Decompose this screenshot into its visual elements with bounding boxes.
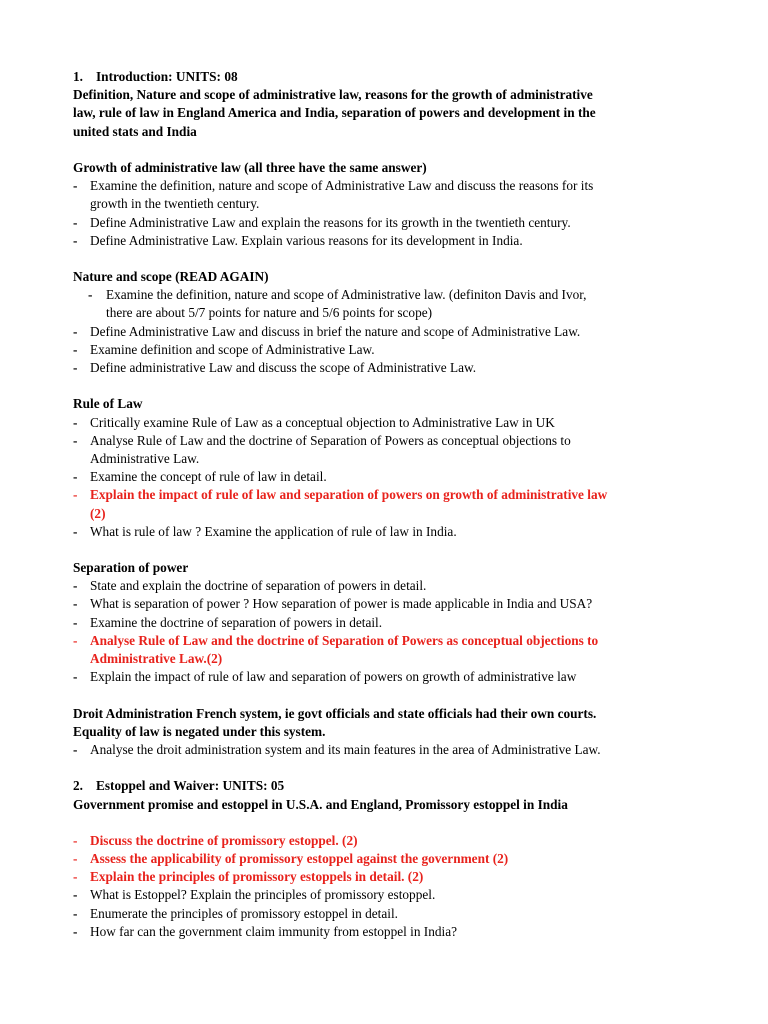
list-item-text: Administrative Law. bbox=[90, 450, 200, 466]
bullet-dash: - bbox=[73, 432, 78, 448]
list-item bbox=[0, 323, 768, 341]
paragraph-text: Equality of law is negated under this system. bbox=[73, 723, 326, 739]
list-item-text: Enumerate the principles of promissory estoppel in detail. bbox=[90, 905, 398, 921]
section-number: 2. bbox=[73, 778, 83, 794]
bullet-dash: - bbox=[73, 632, 78, 648]
list-item-text: Assess the applicability of promissory estoppel against the government (2) bbox=[90, 851, 509, 867]
bullet-dash: - bbox=[73, 869, 78, 885]
list-item-text: Examine the concept of rule of law in detail. bbox=[90, 469, 327, 485]
subheading-rule-of-law bbox=[0, 395, 768, 413]
list-item-text: Examine the definition, nature and scope of Administrative Law and discuss the reasons for its bbox=[90, 178, 594, 194]
bullet-dash: - bbox=[73, 905, 78, 921]
bullet-dash: - bbox=[73, 596, 78, 612]
list-item bbox=[0, 614, 768, 632]
list-item-text: Explain the principles of promissory estoppels in detail. (2) bbox=[90, 869, 424, 885]
bullet-dash: - bbox=[73, 469, 78, 485]
list-item-indented bbox=[0, 286, 768, 304]
bullet-dash: - bbox=[73, 360, 78, 375]
bullet-dash: - bbox=[73, 323, 78, 339]
bullet-dash: - bbox=[73, 523, 78, 539]
bullet-dash: - bbox=[73, 832, 78, 848]
list-item bbox=[0, 232, 768, 250]
section-1-heading bbox=[0, 68, 768, 86]
intro-text: law, rule of law in England America and India, separation of powers and development in the bbox=[73, 105, 596, 121]
list-item-continuation bbox=[0, 195, 768, 213]
list-item-text: Examine the doctrine of separation of powers in detail. bbox=[90, 614, 383, 630]
bullet-dash: - bbox=[73, 923, 78, 939]
list-item-text: Examine the definition, nature and scope of Administrative law. (definiton Davis and Ivor, bbox=[106, 287, 587, 303]
document-page bbox=[0, 68, 768, 941]
paragraph-text: Droit Administration French system, ie govt officials and state officials had their own courts. bbox=[73, 705, 597, 721]
list-item bbox=[0, 359, 768, 377]
list-item-text: Administrative Law.(2) bbox=[90, 651, 223, 666]
list-item bbox=[0, 886, 768, 904]
list-item bbox=[0, 905, 768, 923]
subheading-text: Nature and scope (READ AGAIN) bbox=[73, 269, 269, 285]
section-2-heading bbox=[0, 777, 768, 795]
subheading-separation bbox=[0, 559, 768, 577]
list-item-text: Critically examine Rule of Law as a conceptual objection to Administrative Law in UK bbox=[90, 414, 555, 430]
subheading-text: Rule of Law bbox=[73, 396, 143, 412]
list-item-highlight bbox=[0, 850, 768, 868]
list-item-text: Analyse Rule of Law and the doctrine of Separation of Powers as conceptual objections to bbox=[90, 632, 599, 648]
section-1-intro-line bbox=[0, 86, 768, 104]
list-item-continuation bbox=[0, 304, 768, 322]
bullet-dash: - bbox=[73, 669, 78, 685]
list-item-text: Define administrative Law and discuss the scope of Administrative Law. bbox=[90, 360, 477, 375]
list-item-text: State and explain the doctrine of separation of powers in detail. bbox=[90, 578, 427, 594]
list-item bbox=[0, 177, 768, 195]
bullet-dash: - bbox=[73, 887, 78, 903]
list-item-text: Analyse Rule of Law and the doctrine of Separation of Powers as conceptual objections to bbox=[90, 432, 571, 448]
droit-paragraph-line bbox=[0, 705, 768, 723]
bullet-dash: - bbox=[73, 232, 78, 248]
list-item-continuation bbox=[0, 450, 768, 468]
list-item bbox=[0, 523, 768, 541]
list-item bbox=[0, 577, 768, 595]
subheading-growth bbox=[0, 159, 768, 177]
section-number: 1. bbox=[73, 69, 83, 84]
list-item-text: Analyse the droit administration system and its main features in the area of Administrative Law. bbox=[90, 741, 601, 757]
bullet-dash: - bbox=[73, 741, 78, 757]
bullet-dash: - bbox=[73, 614, 78, 630]
list-item bbox=[0, 432, 768, 450]
section-1-intro-line bbox=[0, 104, 768, 122]
droit-paragraph-line bbox=[0, 723, 768, 741]
list-item bbox=[0, 668, 768, 686]
bullet-dash: - bbox=[73, 578, 78, 594]
bullet-dash: - bbox=[73, 178, 78, 194]
list-item-continuation bbox=[0, 505, 768, 523]
list-item-text: there are about 5/7 points for nature and 5/6 points for scope) bbox=[106, 305, 433, 321]
bullet-dash: - bbox=[73, 851, 78, 867]
list-item-text: Discuss the doctrine of promissory estoppel. (2) bbox=[90, 832, 358, 848]
list-item-highlight bbox=[0, 486, 768, 504]
list-item-text: What is rule of law ? Examine the application of rule of law in India. bbox=[90, 523, 457, 539]
list-item-text: Explain the impact of rule of law and separation of powers on growth of administrative law bbox=[90, 669, 577, 685]
list-item-text: What is Estoppel? Explain the principles of promissory estoppel. bbox=[90, 887, 436, 903]
list-item-highlight bbox=[0, 868, 768, 886]
list-item bbox=[0, 923, 768, 941]
section-title: Estoppel and Waiver: UNITS: 05 bbox=[96, 778, 285, 794]
section-2-intro-line bbox=[0, 796, 768, 814]
section-title: Introduction: UNITS: 08 bbox=[96, 69, 238, 84]
bullet-dash: - bbox=[73, 341, 78, 357]
subheading-text: Separation of power bbox=[73, 560, 189, 576]
list-item bbox=[0, 214, 768, 232]
list-item-text: Explain the impact of rule of law and separation of powers on growth of administrative law bbox=[90, 487, 608, 503]
bullet-dash: - bbox=[88, 287, 93, 303]
list-item-text: How far can the government claim immunity from estoppel in India? bbox=[90, 923, 458, 939]
list-item-text: Define Administrative Law. Explain various reasons for its development in India. bbox=[90, 232, 523, 248]
intro-text: united stats and India bbox=[73, 123, 197, 139]
list-item-text: Examine definition and scope of Administrative Law. bbox=[90, 341, 375, 357]
list-item-highlight bbox=[0, 632, 768, 650]
intro-text: Government promise and estoppel in U.S.A. and England, Promissory estoppel in India bbox=[73, 796, 568, 812]
list-item-text: Define Administrative Law and discuss in brief the nature and scope of Administrative Law. bbox=[90, 323, 581, 339]
list-item-text: (2) bbox=[90, 505, 106, 521]
list-item bbox=[0, 468, 768, 486]
subheading-nature bbox=[0, 268, 768, 286]
list-item bbox=[0, 414, 768, 432]
bullet-dash: - bbox=[73, 214, 78, 230]
bullet-dash: - bbox=[73, 414, 78, 430]
list-item bbox=[0, 341, 768, 359]
intro-text: Definition, Nature and scope of administrative law, reasons for the growth of administrative bbox=[73, 87, 593, 103]
list-item-text: What is separation of power ? How separation of power is made applicable in India and USA? bbox=[90, 596, 593, 612]
bullet-dash: - bbox=[73, 487, 78, 503]
section-1-intro-line bbox=[0, 123, 768, 141]
list-item-highlight bbox=[0, 832, 768, 850]
subheading-text: Growth of administrative law (all three have the same answer) bbox=[73, 159, 427, 175]
list-item-text: growth in the twentieth century. bbox=[90, 196, 260, 212]
list-item bbox=[0, 741, 768, 759]
list-item-text: Define Administrative Law and explain the reasons for its growth in the twentieth century. bbox=[90, 214, 571, 230]
list-item-continuation bbox=[0, 650, 768, 668]
list-item bbox=[0, 595, 768, 613]
